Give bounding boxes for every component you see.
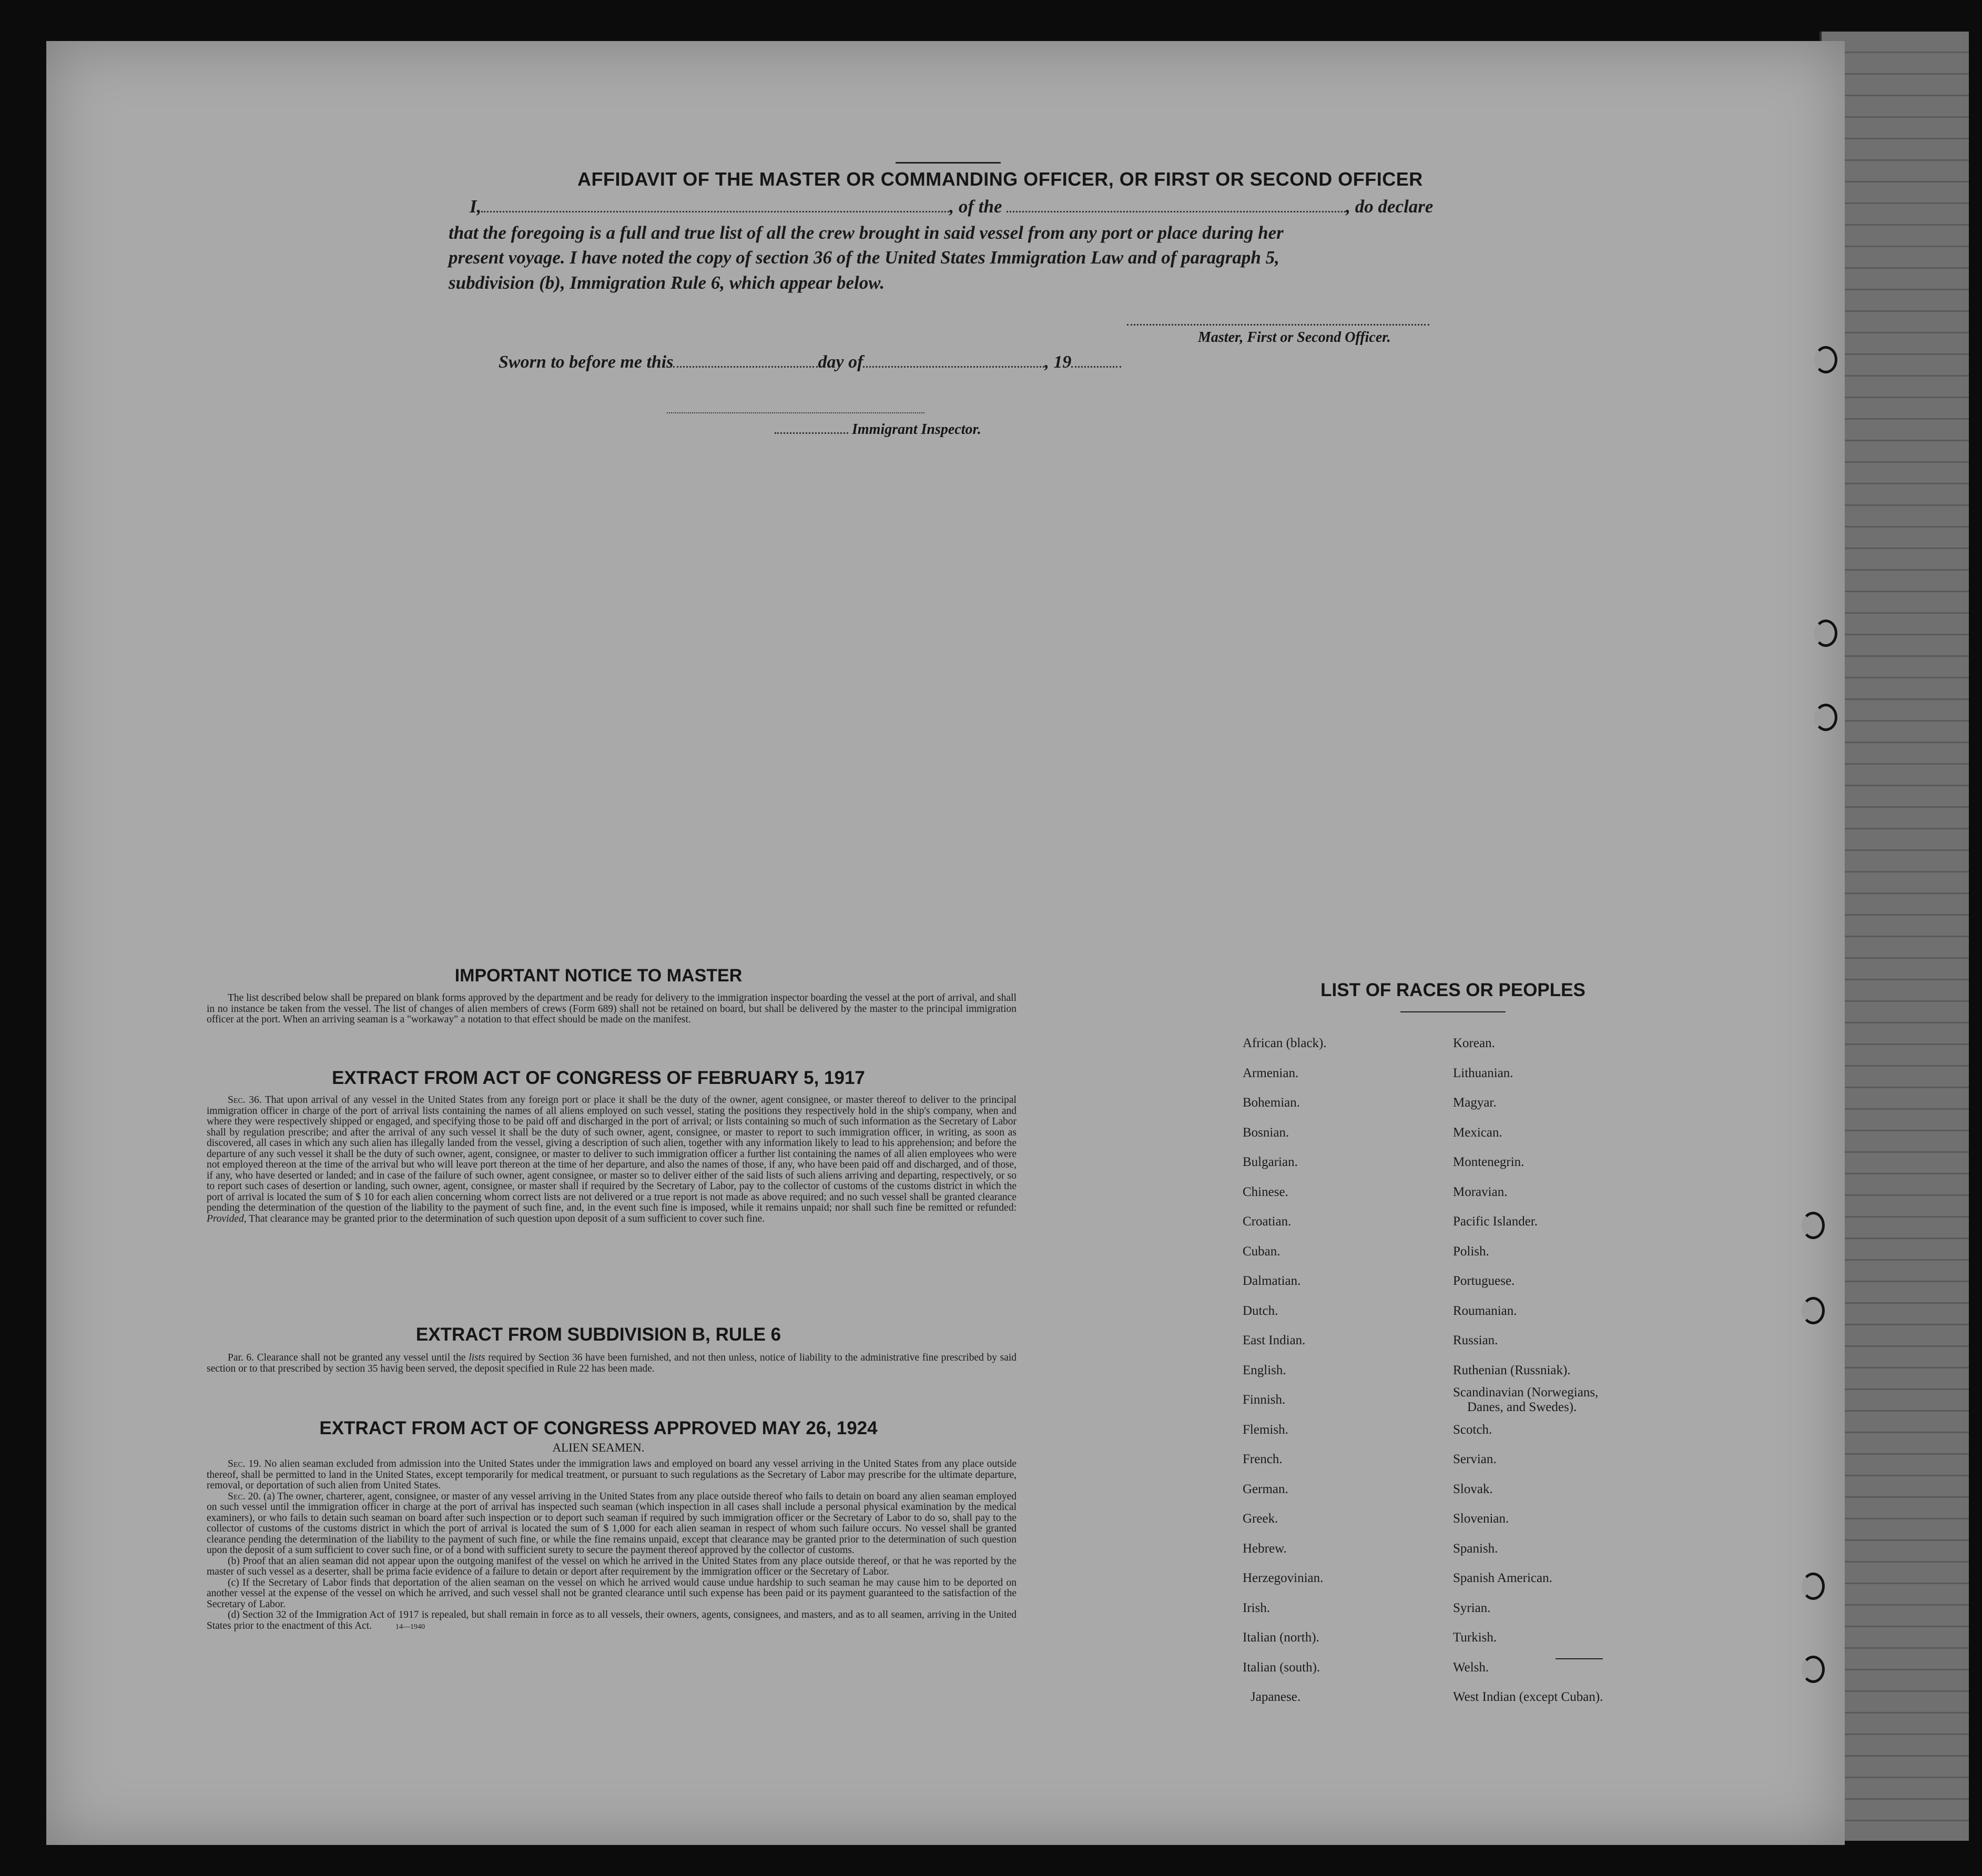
- race-item: Montenegrin.: [1453, 1155, 1524, 1169]
- sec-36-label: Sec. 36.: [228, 1094, 262, 1106]
- sworn-text: Sworn to before me this: [499, 352, 674, 372]
- rule-6-paragraph: [207, 1353, 1017, 1374]
- binder-hole: [1814, 346, 1837, 373]
- extract-1924-subtitle: ALIEN SEAMEN.: [552, 1441, 645, 1454]
- race-item: Syrian.: [1453, 1600, 1491, 1615]
- races-title: LIST OF RACES OR PEOPLES: [1320, 980, 1585, 1000]
- race-item: Magyar.: [1453, 1096, 1497, 1110]
- affidavit-line-1: [470, 196, 1433, 217]
- race-item: Russian.: [1453, 1333, 1498, 1347]
- race-item: Welsh.: [1453, 1660, 1489, 1675]
- race-item: Spanish.: [1453, 1541, 1498, 1556]
- year-text: , 19: [1044, 352, 1072, 372]
- sec-20a-text: (a) The owner, charterer, agent, consignee, or master of any vessel arriving in the United States from any place outside thereof who fails to detain on board any alien seaman employed on such vessel until the immigration officer in charge at the port of arrival has inspected such seaman (which inspection in all cases shall include a personal physical examination by the medical examiners), or who fails to detain such seaman on board after such inspection or to deport such seaman if required by such immigration officer or the Secretary of Labor to do so, shall pay to the collector of customs of the customs district in which the port of arrival is located the sum of $ 1,000 for each alien seaman in respect of whom such failure occurs. No vessel shall be granted clearance pending the determination of the liability to the payment of such fine, or while the fine remains unpaid, except that clearance may be granted prior to the determination of such question upon the deposit of a sum sufficient to cover such fine, or of a bond with sufficient surety to secure the payment thereof approved by the collector of customs.: [207, 1490, 1017, 1556]
- sec-20-label: Sec. 20.: [228, 1490, 261, 1502]
- race-item: English.: [1243, 1363, 1286, 1377]
- race-item: Flemish.: [1243, 1422, 1288, 1437]
- inspector-label-row: [775, 421, 981, 438]
- race-item: Bulgarian.: [1243, 1155, 1298, 1169]
- race-item: Turkish.: [1453, 1630, 1497, 1645]
- blank-day: [673, 352, 818, 368]
- sec-20c-paragraph: (c) If the Secretary of Labor finds that deportation of the alien seaman on the vessel on which he arrived would cause undue hardship to such seaman he may cause him to be deported on another vessel at the expense of the vessel on which he arrived, and such vessel shall not be granted clearance until such expense has been paid or its payment guaranteed to the satisfaction of the Secretary of Labor.: [207, 1577, 1017, 1610]
- race-item: Korean.: [1453, 1036, 1495, 1050]
- race-item: Dalmatian.: [1243, 1274, 1301, 1288]
- race-item: Servian.: [1453, 1452, 1497, 1466]
- inspector-dots: [775, 422, 848, 434]
- race-item: Polish.: [1453, 1244, 1489, 1259]
- affidavit-line-3: present voyage. I have noted the copy of section 36 of the United States Immigration Law and of paragraph 5,: [449, 247, 1279, 268]
- blank-vessel: [1007, 197, 1346, 212]
- race-item: Slovak.: [1453, 1482, 1493, 1496]
- race-item: Moravian.: [1453, 1184, 1508, 1199]
- race-item: Japanese.: [1251, 1690, 1301, 1704]
- master-label: Master, First or Second Officer.: [1198, 329, 1391, 346]
- race-item: Greek.: [1243, 1512, 1278, 1526]
- race-item: West Indian (except Cuban).: [1453, 1690, 1603, 1704]
- race-item: Ruthenian (Russniak).: [1453, 1363, 1571, 1377]
- title-rule: [896, 162, 1001, 164]
- race-item: French.: [1243, 1452, 1283, 1466]
- affidavit-do-declare: , do declare: [1346, 196, 1434, 217]
- form-number: 14—1940: [395, 1623, 425, 1631]
- binder-hole: [1814, 620, 1837, 647]
- race-item: African (black).: [1243, 1036, 1327, 1050]
- race-item: Dutch.: [1243, 1303, 1278, 1318]
- sec-19-text: No alien seaman excluded from admission into the United States under the immigration laws and employed on board any vessel arriving in the United States from any place outside thereof, shall be permitted to land in the United States, except temporarily for medical treatment, or pursuant to such regulations as the Secretary of Labor may prescribe for the ultimate departure, removal, or deportation of such alien from United States.: [207, 1458, 1017, 1491]
- binder-hole: [1802, 1573, 1825, 1600]
- blank-month: [863, 352, 1044, 368]
- race-item: Armenian.: [1243, 1066, 1299, 1080]
- sec-20d-text: (d) Section 32 of the Immigration Act of 1917 is repealed, but shall remain in force as to all vessels, their owners, agents, consignees, and masters, and as to all seamen, arriving in the United States prior to the enactment of this Act.: [207, 1609, 1017, 1631]
- sec-36-text-end: That clearance may be granted prior to the determination of such question upon deposit of a sum sufficient to cover such fine.: [249, 1213, 765, 1224]
- extract-1924-text: [207, 1459, 1017, 1632]
- race-item: Bohemian.: [1243, 1096, 1300, 1110]
- race-item: Irish.: [1243, 1600, 1270, 1615]
- blank-year: [1071, 352, 1121, 368]
- notice-text: [207, 993, 1017, 1026]
- inspector-signature-line: [667, 399, 924, 413]
- binder-hole: [1814, 704, 1837, 731]
- sec-36-text: That upon arrival of any vessel in the United States from any foreign port or place it shall be the duty of the owner, agent consignee, or master thereof to deliver to the principal immigration officer in charge of the port of arrival lists containing the names of all aliens employed on such vessel, stating the positions they respectively hold in the ship's company, when and where they were respectively shipped or engaged, and specifying those to be paid off and discharged in the port of arrival; or lists containing so much of such information as the Secretary of Labor shall by regulation prescribe; and after the arrival of any such vessel it shall be the duty of such owner, agent, consignee, or master to report to such immigration officer, in writing, as soon as discovered, all cases in which any such alien has illegally landed from the vessel, giving a description of such alien, together with any information likely to lead to his apprehension; and before the departure of any such vessel it shall be the duty of such owner, agent, consignee, or master to deliver to such immigration officer a further list containing the names of all alien employees who were not employed thereon at the time of the arrival but who will leave port thereon at the time of her departure, and also the names of those, if any, who have been paid off and discharged, and of those, if any, who have deserted or landed; and in case of the failure of such owner, agent consignee, or master so to deliver either of the said lists of such aliens arriving and departing, respectively, or so to report such cases of desertion or landing, such owner, agent, consignee, or master shall if required by the Secretary of Labor, pay to the collector of customs of the customs district in which the port of arrival is located the sum of $ 10 for each alien concerning whom correct lists are not delivered or a true report is not made as above required; and no such vessel shall be granted clearance pending the determination of the question of the liability to the payment of such fine, and, in the event such fine is imposed, while it remains unpaid; nor shall such fine be remitted or refunded:: [207, 1094, 1017, 1213]
- race-item: Bosnian.: [1243, 1125, 1289, 1140]
- affidavit-title: AFFIDAVIT OF THE MASTER OR COMMANDING OFFICER, OR FIRST OR SECOND OFFICER: [577, 168, 1423, 190]
- notice-title: IMPORTANT NOTICE TO MASTER: [454, 966, 743, 986]
- rule-6-text-b: required by Section 36 have been furnished, and not then unless, notice of liability to the administrative fine prescribed by said section or to that prescribed by section 35 havig been served, the deposit specified in Rule 22 has been made.: [207, 1352, 1017, 1374]
- race-item: Slovenian.: [1453, 1512, 1509, 1526]
- race-item: East Indian.: [1243, 1333, 1306, 1347]
- race-item: Croatian.: [1243, 1214, 1292, 1229]
- affidavit-of-the: , of the: [949, 196, 1002, 217]
- master-signature-line: [1127, 310, 1429, 326]
- sec-20b-paragraph: (b) Proof that an alien seaman did not appear upon the outgoing manifest of the vessel on which he arrived in the United States from any place outside thereof, or that he was reported by the master of such vessel as a deserter, shall be prima facie evidence of a failure to detain or deport after requirement by the immigration officer or the Secretary of Labor.: [207, 1555, 1017, 1577]
- binder-hole: [1802, 1297, 1825, 1324]
- day-of-text: day of: [818, 352, 863, 372]
- race-item: Portuguese.: [1453, 1274, 1515, 1288]
- document-page: [46, 41, 1845, 1845]
- race-item: German.: [1243, 1482, 1288, 1496]
- race-item: Roumanian.: [1453, 1303, 1517, 1318]
- affidavit-i: I,: [470, 196, 482, 217]
- binder-hole: [1802, 1212, 1825, 1239]
- sec-19-label: Sec. 19.: [228, 1458, 261, 1469]
- provided-word: Provided,: [207, 1213, 247, 1224]
- race-item: Spanish American.: [1453, 1571, 1552, 1585]
- rule-6-title: EXTRACT FROM SUBDIVISION B, RULE 6: [415, 1324, 781, 1345]
- affidavit-line-2: that the foregoing is a full and true list of all the crew brought in said vessel from any port or place during her: [449, 222, 1284, 243]
- rule-6-text-a: Par. 6. Clearance shall not be granted any vessel until the: [228, 1352, 466, 1363]
- race-item: Pacific Islander.: [1453, 1214, 1538, 1229]
- sec-19-paragraph: [207, 1459, 1017, 1492]
- races-end-rule: [1556, 1658, 1603, 1659]
- race-item: Scotch.: [1453, 1422, 1492, 1437]
- race-item: Herzegovinian.: [1243, 1571, 1324, 1585]
- binder-hole: [1802, 1656, 1825, 1683]
- race-item: Hebrew.: [1243, 1541, 1287, 1556]
- race-item: Finnish.: [1243, 1393, 1286, 1407]
- races-title-rule: [1400, 1011, 1506, 1012]
- blank-name: [481, 197, 949, 212]
- race-item: Italian (south).: [1243, 1660, 1320, 1675]
- race-item: Mexican.: [1453, 1125, 1502, 1140]
- lists-word: lists: [469, 1352, 485, 1363]
- sec-20d-paragraph: [207, 1610, 1017, 1632]
- sec-20a-paragraph: [207, 1492, 1017, 1556]
- race-item: Italian (north).: [1243, 1630, 1319, 1645]
- extract-1917-paragraph: [207, 1095, 1017, 1224]
- inspector-label: Immigrant Inspector.: [852, 421, 981, 438]
- race-item: Cuban.: [1243, 1244, 1280, 1259]
- extract-1917-title: EXTRACT FROM ACT OF CONGRESS OF FEBRUARY 5, 1917: [332, 1068, 865, 1088]
- race-item: Chinese.: [1243, 1184, 1288, 1199]
- affidavit-line-4: subdivision (b), Immigration Rule 6, which appear below.: [449, 272, 885, 293]
- notice-paragraph: The list described below shall be prepared on blank forms approved by the department and be ready for delivery to the immigration inspector boarding the vessel at the port of arrival, and shall in no instance be taken from the vessel. The list of changes of alien members of crews (Form 689) shall not be retained on board, but shall be delivered by the master to the principal immigration officer at the port. When an arriving seaman is a "workaway" a notation to that effect should be made on the manifest.: [207, 992, 1017, 1025]
- race-item: Scandinavian (Norwegians,: [1453, 1385, 1599, 1400]
- extract-1917-text: [207, 1095, 1017, 1224]
- sworn-line: [499, 352, 1121, 372]
- race-item: Lithuanian.: [1453, 1066, 1513, 1080]
- extract-1924-title: EXTRACT FROM ACT OF CONGRESS APPROVED MAY 26, 1924: [319, 1418, 878, 1438]
- rule-6-text: [207, 1353, 1017, 1374]
- race-item: Danes, and Swedes).: [1467, 1400, 1577, 1414]
